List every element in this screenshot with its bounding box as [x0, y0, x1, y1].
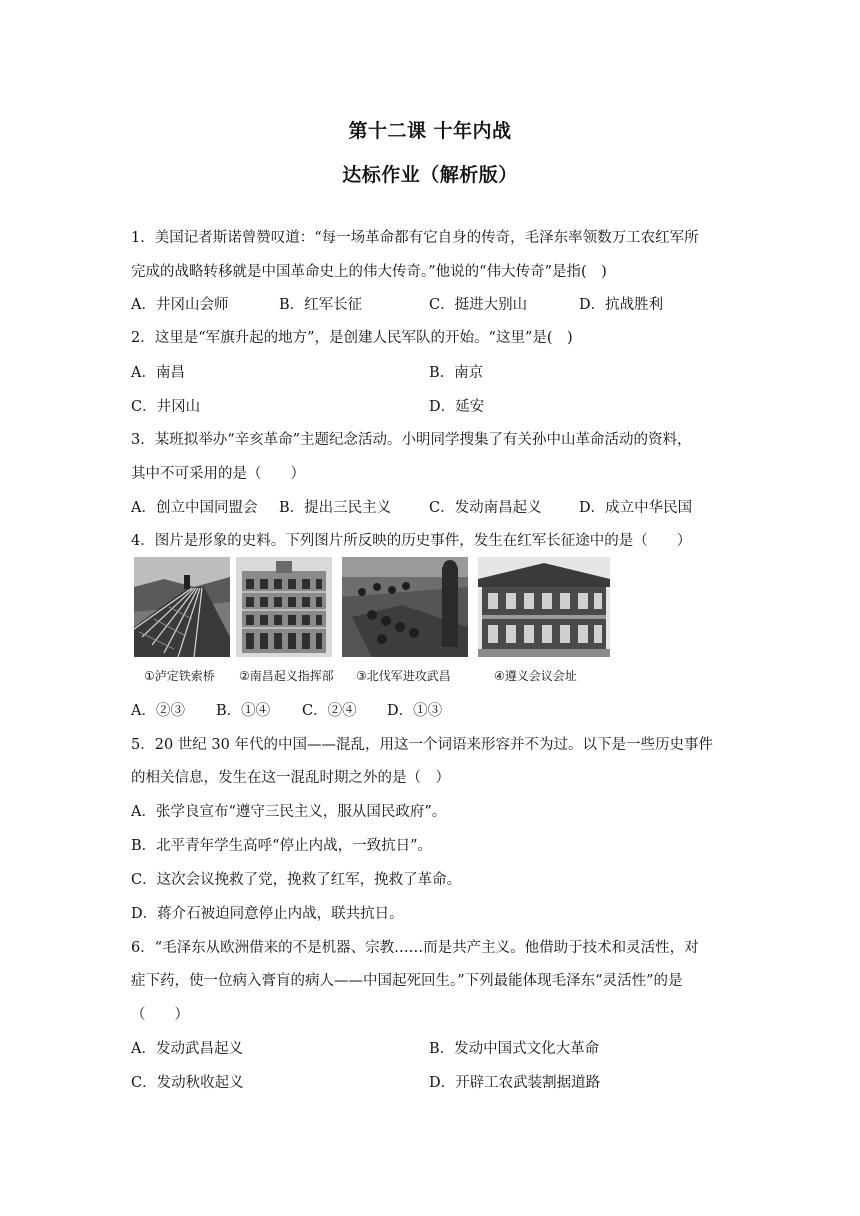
q2-option-b: B．南京	[429, 365, 484, 381]
q6-option-b: B．发动中国式文化大革命	[429, 1041, 600, 1057]
q5-stem-line1: 5．20 世纪 30 年代的中国——混乱，用这一个词语来形容并不为过。以下是一些历史事件	[131, 737, 713, 753]
q4-photo-row	[134, 557, 614, 657]
q1-stem-line2: 完成的战略转移就是中国革命史上的伟大传奇。”他说的“伟大传奇”是指( )	[131, 264, 607, 280]
q3-option-b: B．提出三民主义	[279, 500, 392, 516]
q4-caption-4: ④遵义会议会址	[494, 669, 577, 683]
q6-stem-line3: （ ）	[131, 1007, 189, 1023]
q1-stem-line1: 1．美国记者斯诺曾赞叹道：“每一场革命都有它自身的传奇，毛泽东率领数万工农红军所	[131, 230, 699, 246]
q5-option-d: D．蒋介石被迫同意停止内战，联共抗日。	[131, 906, 404, 922]
q1-option-b: B．红军长征	[279, 297, 363, 313]
page-title: 第十二课 十年内战	[348, 120, 512, 142]
q5-option-a: A．张学良宣布“遵守三民主义，服从国民政府”。	[131, 804, 447, 820]
q4-option-c: C．②④	[302, 703, 357, 719]
nanchang-hq-photo	[236, 557, 332, 657]
q3-stem-line2: 其中不可采用的是（ ）	[131, 466, 305, 482]
q5-option-b: B．北平青年学生高呼“停止内战，一致抗日”。	[131, 838, 432, 854]
q4-stem-line1: 4．图片是形象的史料。下列图片所反映的历史事件，发生在红军长征途中的是（ ）	[131, 533, 692, 549]
q4-option-b: B．①④	[216, 703, 271, 719]
q1-option-a: A．井冈山会师	[131, 297, 229, 313]
q3-option-d: D．成立中华民国	[579, 500, 693, 516]
q2-stem-line1: 2．这里是“军旗升起的地方”，是创建人民军队的开始。“这里”是( )	[131, 330, 573, 346]
q6-option-c: C．发动秋收起义	[131, 1075, 244, 1091]
wuchang-battle-photo	[342, 557, 468, 657]
q4-caption-2: ②南昌起义指挥部	[239, 669, 334, 683]
q4-option-a: A．②③	[131, 703, 185, 719]
q5-stem-line2: 的相关信息，发生在这一混乱时期之外的是（ ）	[131, 770, 450, 786]
q3-stem-line1: 3．某班拟举办“辛亥革命”主题纪念活动。小明同学搜集了有关孙中山革命活动的资料，	[131, 432, 692, 448]
q4-option-d: D．①③	[387, 703, 443, 719]
q6-stem-line1: 6．“毛泽东从欧洲借来的不是机器、宗教……而是共产主义。他借助于技术和灵活性，对	[131, 940, 699, 956]
q2-option-c: C．井冈山	[131, 399, 201, 415]
q6-stem-line2: 症下药，使一位病入膏肓的病人——中国起死回生。”下列最能体现毛泽东“灵活性”的是	[131, 973, 683, 989]
zunyi-site-photo	[478, 557, 610, 657]
q4-caption-1: ①泸定铁索桥	[144, 669, 215, 683]
q3-option-c: C．发动南昌起义	[429, 500, 542, 516]
q2-option-d: D．延安	[429, 399, 485, 415]
q2-option-a: A．南昌	[131, 365, 185, 381]
q6-option-a: A．发动武昌起义	[131, 1041, 243, 1057]
q5-option-c: C．这次会议挽救了党，挽救了红军，挽救了革命。	[131, 872, 462, 888]
page-subtitle: 达标作业（解析版）	[342, 164, 518, 186]
q1-option-c: C．挺进大别山	[429, 297, 528, 313]
q6-option-d: D．开辟工农武装割据道路	[429, 1075, 601, 1091]
q3-option-a: A．创立中国同盟会	[131, 500, 258, 516]
q1-option-d: D．抗战胜利	[579, 297, 664, 313]
q4-caption-3: ③北伐军进攻武昌	[356, 669, 451, 683]
luding-bridge-photo	[134, 557, 230, 657]
